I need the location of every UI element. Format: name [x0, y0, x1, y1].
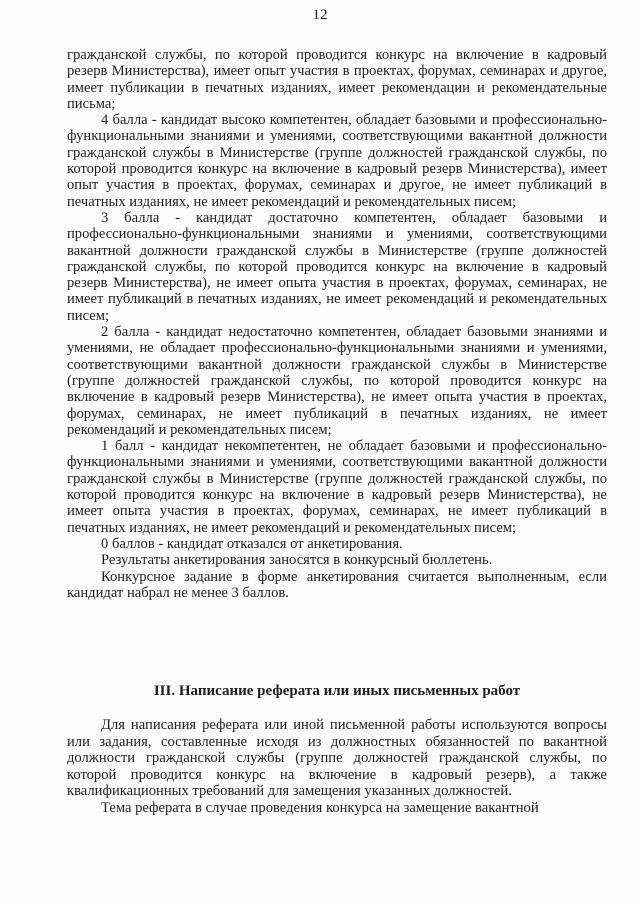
paragraph-score-4: 4 балла - кандидат высоко компетентен, обладает базовыми и профессионально-функциональными знаниями и умениями, соответствующими вакантной должности гражданской службы в Министерстве (группе должностей гражданской службы, по которой проводится конкурс на включение в кадровый резерв Министерства), имеет опыт участия в проектах, форумах, семинарах и другое, не имеет публикаций в печатных изданиях, не имеет рекомендаций и рекомендательных писем; — [67, 112, 607, 210]
paragraph-score-1: 1 балл - кандидат некомпетентен, не обладает базовыми и профессионально-функциональными знаниями и умениями, соответствующими вакантной должности гражданской службы в Министерстве (группе должностей гражданской службы, по которой проводится конкурс на включение в кадровый резерв Министерства), не имеет опыта участия в проектах, форумах, семинарах, не имеет публикаций в печатных изданиях, не имеет рекомендаций и рекомендательных писем; — [67, 438, 607, 536]
paragraph-essay-questions: Для написания реферата или иной письменной работы используются вопросы или задания, составленные исходя из должностных обязанностей по вакантной должности гражданской службы (группе должностей гражданской службы, по которой проводится конкурс на включение в кадровый резерв), а также квалификационных требований для замещения указанных должностей. — [67, 717, 607, 800]
section-heading: III. Написание реферата или иных письменных работ — [153, 683, 521, 699]
section-body — [67, 717, 607, 817]
paragraph-continuation: гражданской службы, по которой проводится конкурс на включение в кадровый резерв Министерства), имеет опыт участия в проектах, форумах, семинарах и другое, имеет публикации в печатных изданиях, имеет рекомендации и рекомендательные письма; — [67, 47, 607, 112]
paragraph-score-0: 0 баллов - кандидат отказался от анкетирования. — [101, 535, 403, 552]
paragraph-completion: Конкурсное задание в форме анкетирования считается выполненным, если кандидат набрал не менее 3 баллов. — [67, 568, 607, 601]
page-number: 12 — [312, 7, 328, 23]
document-body — [67, 47, 607, 601]
paragraph-score-3: 3 балла - кандидат достаточно компетентен, обладает базовыми и профессионально-функциональными знаниями и умениями, соответствующими вакантной должности гражданской службы в Министерстве (группе должностей гражданской службы, по которой проводится конкурс на включение в кадровый резерв Министерства), не имеет опыта участия в проектах, форумах, семинарах, не имеет публикаций в печатных изданиях, не имеет рекомендаций и рекомендательных писем; — [67, 209, 607, 324]
paragraph-score-2: 2 балла - кандидат недостаточно компетентен, обладает базовыми знаниями и умениями, не обладает профессионально-функциональными знаниями и умениями, соответствующими вакантной должности гражданской службы в Министерстве (группе должностей гражданской службы, по которой проводится конкурс на включение в кадровый резерв Министерства), не имеет опыта участия в проектах, форумах, семинарах, не имеет публикаций в печатных изданиях, не имеет рекомендаций и рекомендательных писем; — [67, 324, 607, 438]
paragraph-essay-topic: Тема реферата в случае проведения конкурса на замещение вакантной — [101, 799, 539, 816]
paragraph-results: Результаты анкетирования заносятся в конкурсный бюллетень. — [101, 552, 493, 569]
